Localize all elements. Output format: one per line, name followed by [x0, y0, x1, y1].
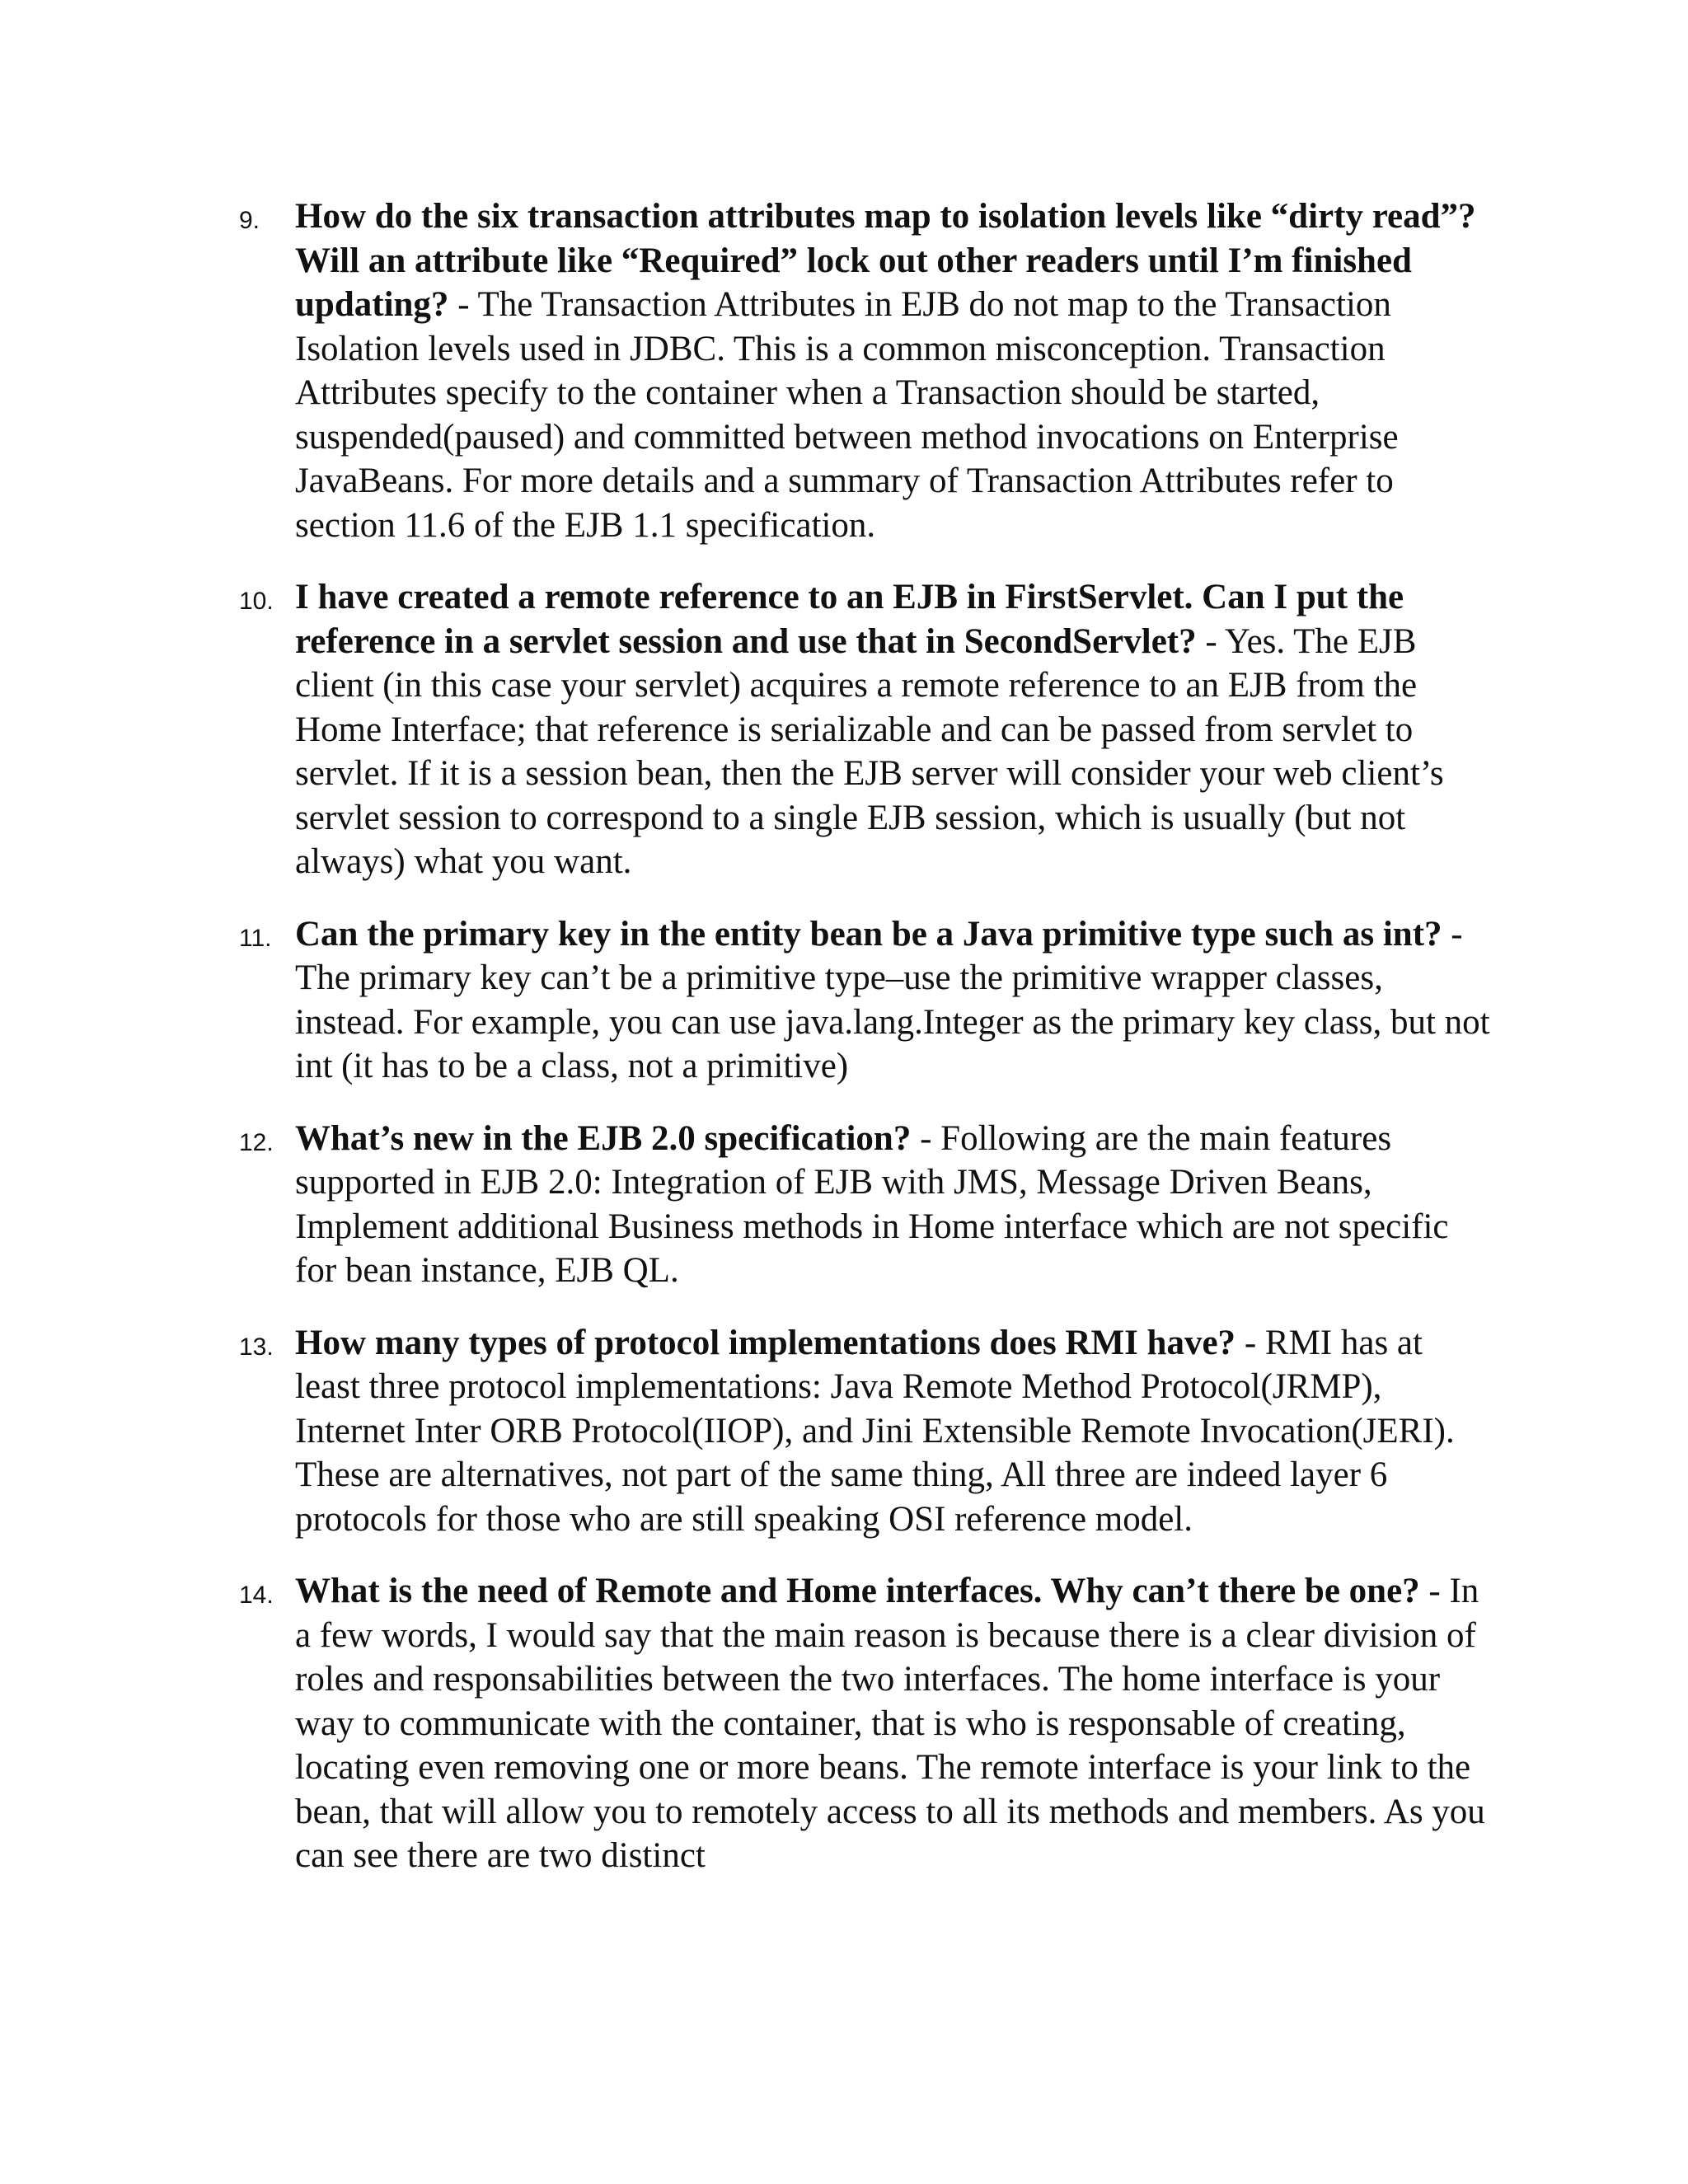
item-number: 12. — [239, 1128, 274, 1156]
list-item — [239, 1569, 1492, 1878]
answer-text: - In a few words, I would say that the main reason is because there is a clear division of roles and responsabilities between the two interfaces. The home interface is your way to communicate with the container, that is who is responsable of creating, locating even removing one or more beans. The remote interface is your link to the bean, that will allow you to remotely access to all its methods and members. As you can see there are two distinct — [295, 1572, 1485, 1875]
answer-text: - Yes. The EJB client (in this case your servlet) acquires a remote reference to an EJB from the Home Interface; that reference is serializable and can be passed from servlet to servlet. If it is a session bean, then the EJB server will consider your web client’s servlet session to correspond to a single EJB session, which is usually (but not always) what you want. — [295, 621, 1444, 881]
question-text: What’s new in the EJB 2.0 specification? — [295, 1118, 912, 1158]
question-text: How many types of protocol implementations does RMI have? — [295, 1323, 1236, 1362]
answer-text: - The Transaction Attributes in EJB do not map to the Transaction Isolation levels used in JDBC. This is a common misconception. Transaction Attributes specify to the container when a Transaction should be started, suspended(paused) and committed between method invocations on Enterprise JavaBeans. For more details and a summary of Transaction Attributes refer to section 11.6 of the EJB 1.1 specification. — [295, 285, 1399, 545]
item-number: 10. — [239, 588, 274, 615]
answer-text: - Following are the main features supported in EJB 2.0: Integration of EJB with JMS, Message Driven Beans, Implement additional Business methods in Home interface which are not specific for bean instance, EJB QL. — [295, 1118, 1449, 1290]
list-item — [239, 194, 1492, 547]
list-item — [239, 1321, 1492, 1542]
qa-list — [239, 194, 1492, 1906]
question-text: Can the primary key in the entity bean be a Java primitive type such as int? — [295, 914, 1442, 954]
question-text: I have created a remote reference to an EJB in FirstServlet. Can I put the reference in a servlet session and use that in SecondServlet? — [295, 578, 1404, 661]
answer-text: - RMI has at least three protocol implementations: Java Remote Method Protocol(JRMP), Internet Inter ORB Protocol(IIOP), and Jini Extensible Remote Invocation(JERI). These are alternatives, not part of the same thing, All three are indeed layer 6 protocols for those who are still speaking OSI reference model. — [295, 1323, 1455, 1539]
item-number: 13. — [239, 1333, 274, 1361]
list-item — [239, 575, 1492, 884]
item-number: 11. — [239, 924, 272, 952]
answer-text: - The primary key can’t be a primitive type–use the primitive wrapper classes, instead. For example, you can use java.lang.Integer as the primary key class, but not int (it has to be a class, not a primitive) — [295, 914, 1490, 1085]
item-number: 14. — [239, 1582, 274, 1609]
question-text: What is the need of Remote and Home interfaces. Why can’t there be one? — [295, 1572, 1420, 1610]
question-text: How do the six transaction attributes map to isolation levels like “dirty read”? Will an attribute like “Required” lock out other readers until I’m finished updating? — [295, 197, 1476, 324]
list-item — [239, 912, 1492, 1089]
item-number: 9. — [239, 207, 260, 234]
list-item — [239, 1117, 1492, 1293]
